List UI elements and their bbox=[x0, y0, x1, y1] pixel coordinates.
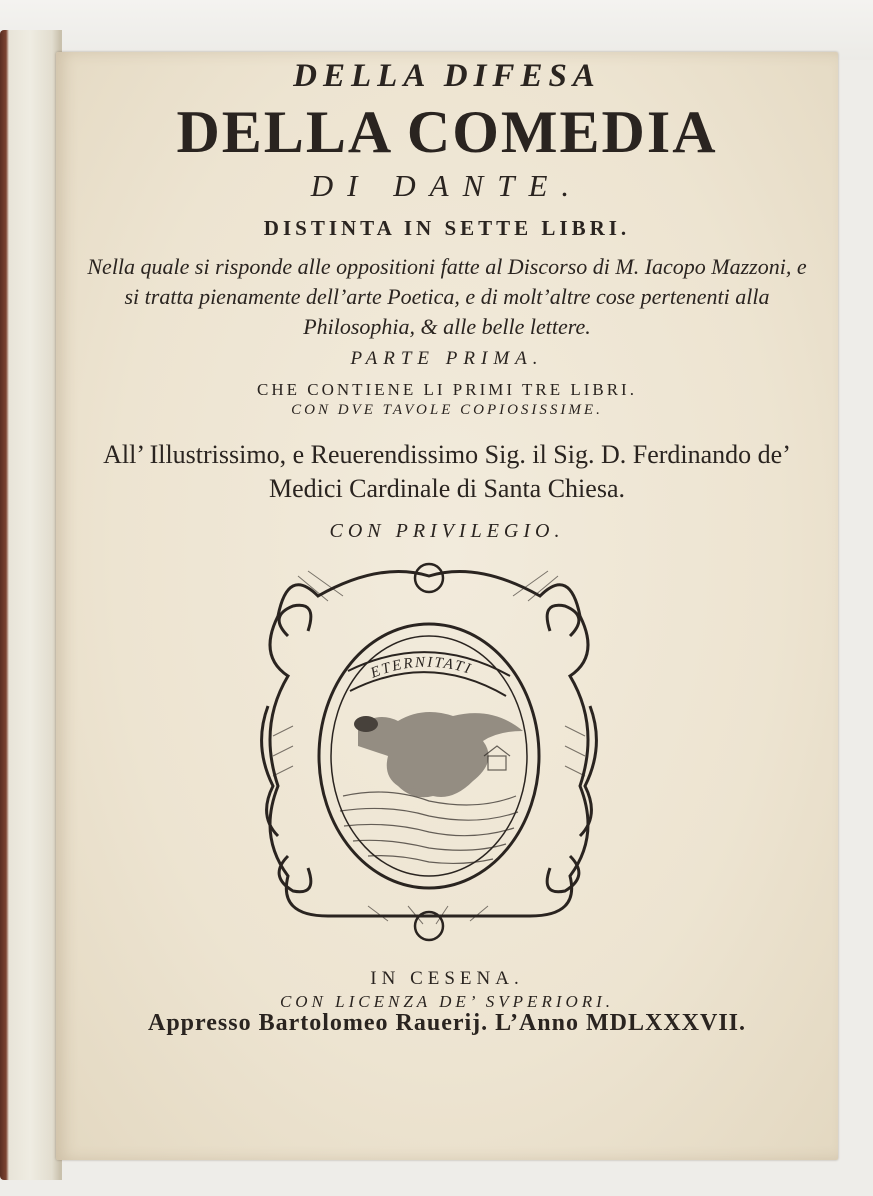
dedication: All’ Illustrissimo, e Reuerendissimo Sig. il Sig. D. Ferdinando de’ Medici Cardinale di Santa Chiesa. bbox=[103, 440, 791, 503]
printer-device-emblem bbox=[248, 556, 610, 948]
place-line: IN CESENA. bbox=[370, 968, 524, 989]
subtitle: DISTINTA IN SETTE LIBRI. bbox=[263, 216, 631, 240]
imprint-line: Appresso Bartolomeo Rauerij. L’Anno MDLXXXVII. bbox=[147, 1010, 746, 1036]
emblem-motto: ETERNITATI bbox=[368, 654, 475, 682]
book-binding bbox=[0, 30, 62, 1180]
privilege-line: CON PRIVILEGIO. bbox=[329, 520, 565, 542]
background bbox=[0, 0, 873, 60]
contents-line: CHE CONTIENE LI PRIMI TRE LIBRI. bbox=[257, 380, 637, 399]
description: Nella quale si risponde alle oppositioni fatte al Discorso di M. Iacopo Mazzoni, e si tratta pienamente dell’arte Poetica, e di molt’altre cose pertenenti alla Philosophia, & alle belle lettere. bbox=[87, 254, 807, 339]
title-line-3: DI DANTE. bbox=[310, 168, 584, 203]
title-line-1: DELLA DIFESA bbox=[293, 58, 601, 94]
part-heading: PARTE PRIMA. bbox=[350, 348, 544, 369]
tables-line: CON DVE TAVOLE COPIOSISSIME. bbox=[291, 402, 603, 418]
license-line: CON LICENZA DE’ SVPERIORI. bbox=[279, 992, 615, 1011]
title-line-2: DELLA COMEDIA bbox=[176, 99, 718, 165]
